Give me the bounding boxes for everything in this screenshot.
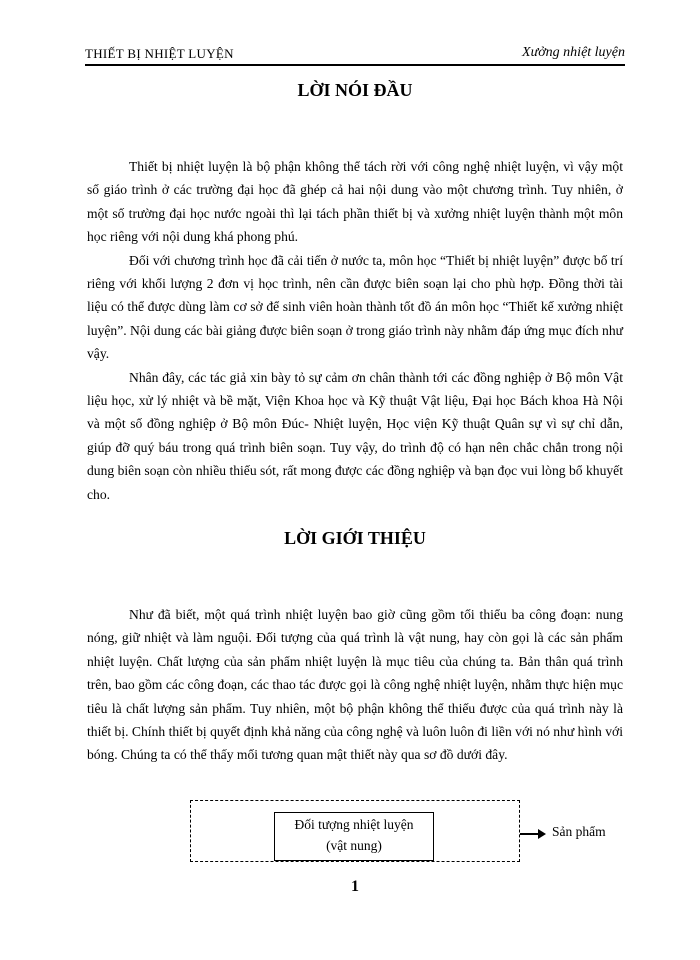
workpiece-box-line1: Đối tượng nhiệt luyện (294, 817, 414, 832)
introduction-title: LỜI GIỚI THIỆU (284, 528, 426, 548)
product-label: Sản phẩm (552, 824, 606, 839)
preface-paragraph-3: Nhân đây, các tác giả xin bày tỏ sự cảm ơn chân thành tới các đồng nghiệp ở Bộ môn Vật liệu học, xử lý nhiệt và bề mặt, Viện Khoa học và Kỹ thuật Vật liệu, Đại học Bách khoa Hà Nội và một số đồng nghiệp ở Bộ môn Đúc- Nhiệt luyện, Học viện Kỹ thuật Quân sự vì sự chỉ dẫn, giúp đỡ quý báu trong quá trình biên soạn. Tuy vậy, do trình độ có hạn nên chắc chắn trong nội dung biên soạn còn nhiều thiếu sót, rất mong được các đồng nghiệp và bạn đọc vui lòng bổ khuyết cho. (87, 369, 623, 502)
preface-title: LỜI NÓI ĐẦU (297, 80, 413, 100)
running-header (85, 42, 625, 66)
process-diagram (190, 800, 640, 870)
output-arrow-head (538, 829, 546, 839)
introduction-paragraph: Như đã biết, một quá trình nhiệt luyện bao giờ cũng gồm tối thiểu ba công đoạn: nung nóng, giữ nhiệt và làm nguội. Đối tượng của quá trình là vật nung, hay còn gọi là các sản phẩm nhiệt luyện. Chất lượng của sản phẩm nhiệt luyện là mục tiêu của chúng ta. Bản thân quá trình trên, bao gồm các công đoạn, các thao tác được gọi là công nghệ nhiệt luyện, nhằm thực hiện mục tiêu là chất lượng sản phẩm. Tuy nhiên, một bộ phận không thể thiếu được của quá trình này là thiết bị. Chính thiết bị quyết định khả năng của công nghệ và luôn luôn đi liền với nó như hình với bóng. Chúng ta có thể thấy mối tương quan mật thiết này qua sơ đồ dưới đây. (87, 607, 623, 763)
preface-body (87, 155, 623, 506)
page-number: 1 (351, 878, 359, 895)
preface-paragraph-1: Thiết bị nhiệt luyện là bộ phận không thể tách rời với công nghệ nhiệt luyện, vì vậy một số giáo trình ở các trường đại học đã ghép cả hai nội dung vào một chương trình. Tuy nhiên, ở một số trường đại học nước ngoài thì lại tách phần thiết bị và xưởng nhiệt luyện thành một môn học riêng với nội dung khá phong phú. (87, 159, 623, 245)
introduction-body (87, 603, 623, 767)
preface-paragraph-2: Đối với chương trình học đã cải tiến ở nước ta, môn học “Thiết bị nhiệt luyện” được bố trí riêng với khối lượng 2 đơn vị học trình, nên cần được biên soạn lại cho phù hợp. Đồng thời tài liệu có thể được dùng làm cơ sở để sinh viên hoàn thành tốt đồ án môn học “Thiết kế xưởng nhiệt luyện”. Nội dung các bài giảng được biên soạn ở trong giáo trình này nhằm đáp ứng mục đích như vậy. (87, 252, 623, 362)
workpiece-box-line2: (vật nung) (326, 838, 382, 853)
header-book-title: THIẾT BỊ NHIỆT LUYỆN (85, 46, 234, 61)
header-section-title: Xưởng nhiệt luyện (522, 45, 625, 60)
workpiece-box (274, 812, 434, 861)
